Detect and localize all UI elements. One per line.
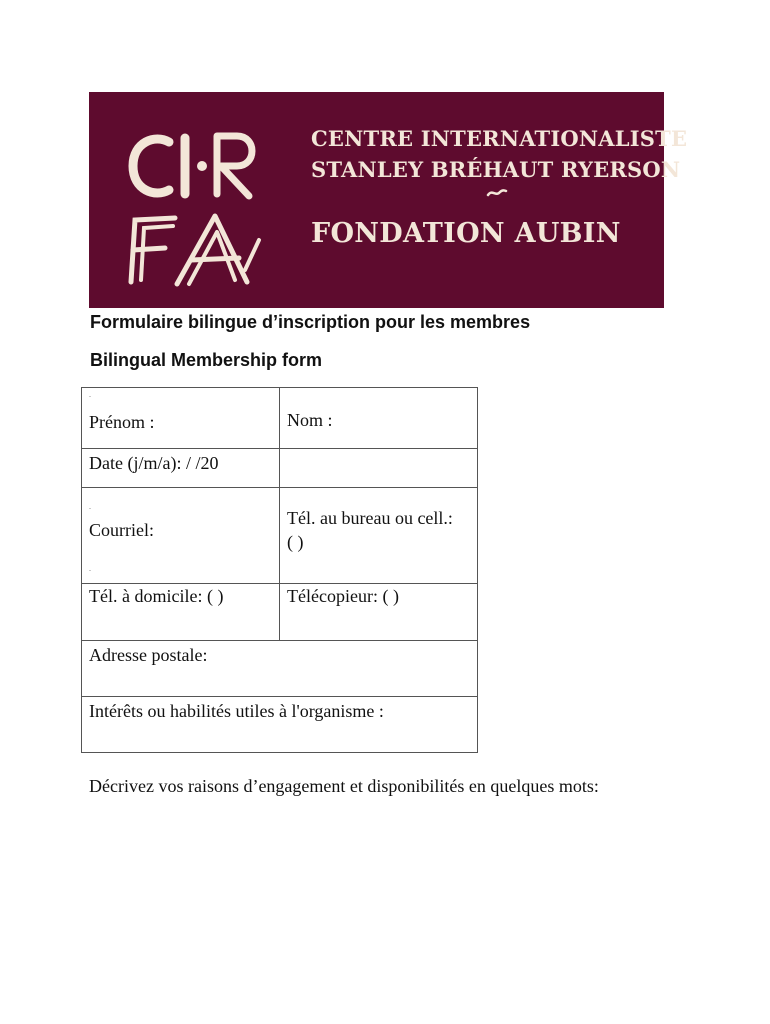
courriel-cell[interactable]: . Courriel: . (82, 488, 280, 583)
banner-line-stanley: STANLEY BRÉHAUT RYERSON (311, 157, 681, 182)
telecopieur-label: Télécopieur: ( ) (287, 586, 399, 606)
membership-form-table (81, 387, 478, 753)
banner-line-centre: CENTRE INTERNATIONALISTE (311, 126, 688, 151)
form-row-email (82, 488, 477, 584)
nom-label: Nom : (287, 410, 333, 430)
form-row-date (82, 449, 477, 488)
tel-bureau-paren: ( ) (287, 532, 304, 552)
prenom-cell[interactable]: . Prénom : (82, 388, 280, 448)
form-row-phone (82, 584, 477, 641)
describe-prompt: Décrivez vos raisons d’engagement et disponibilités en quelques mots: (89, 776, 599, 796)
form-row-name (82, 388, 477, 449)
date-empty-cell[interactable] (280, 449, 477, 487)
title-english: Bilingual Membership form (90, 350, 323, 370)
tilde-mark-icon (486, 188, 508, 198)
date-cell[interactable] (82, 449, 280, 487)
interets-label: Intérêts ou habilités utiles à l'organisme : (89, 701, 384, 721)
title-french: Formulaire bilingue d’inscription pour les membres (90, 312, 531, 332)
adresse-label: Adresse postale: (89, 645, 208, 665)
nom-cell[interactable] (280, 388, 477, 448)
banner-line-fondation: FONDATION AUBIN (311, 218, 621, 249)
tel-bureau-label: Tél. au bureau ou cell.: (287, 508, 453, 528)
tel-bureau-cell[interactable] (280, 488, 477, 583)
date-label: Date (j/m/a): / /20 (89, 453, 219, 473)
telecopieur-cell[interactable] (280, 584, 477, 640)
prenom-label: Prénom : (89, 412, 155, 432)
form-row-interests (82, 697, 477, 754)
form-row-address (82, 641, 477, 697)
adresse-cell[interactable] (82, 641, 477, 696)
tel-domicile-cell[interactable] (82, 584, 280, 640)
interets-cell[interactable] (82, 697, 477, 754)
tel-domicile-label: Tél. à domicile: ( ) (89, 586, 224, 606)
cirfa-logo (125, 120, 275, 290)
header-banner (89, 92, 688, 308)
courriel-label: Courriel: (89, 520, 154, 540)
